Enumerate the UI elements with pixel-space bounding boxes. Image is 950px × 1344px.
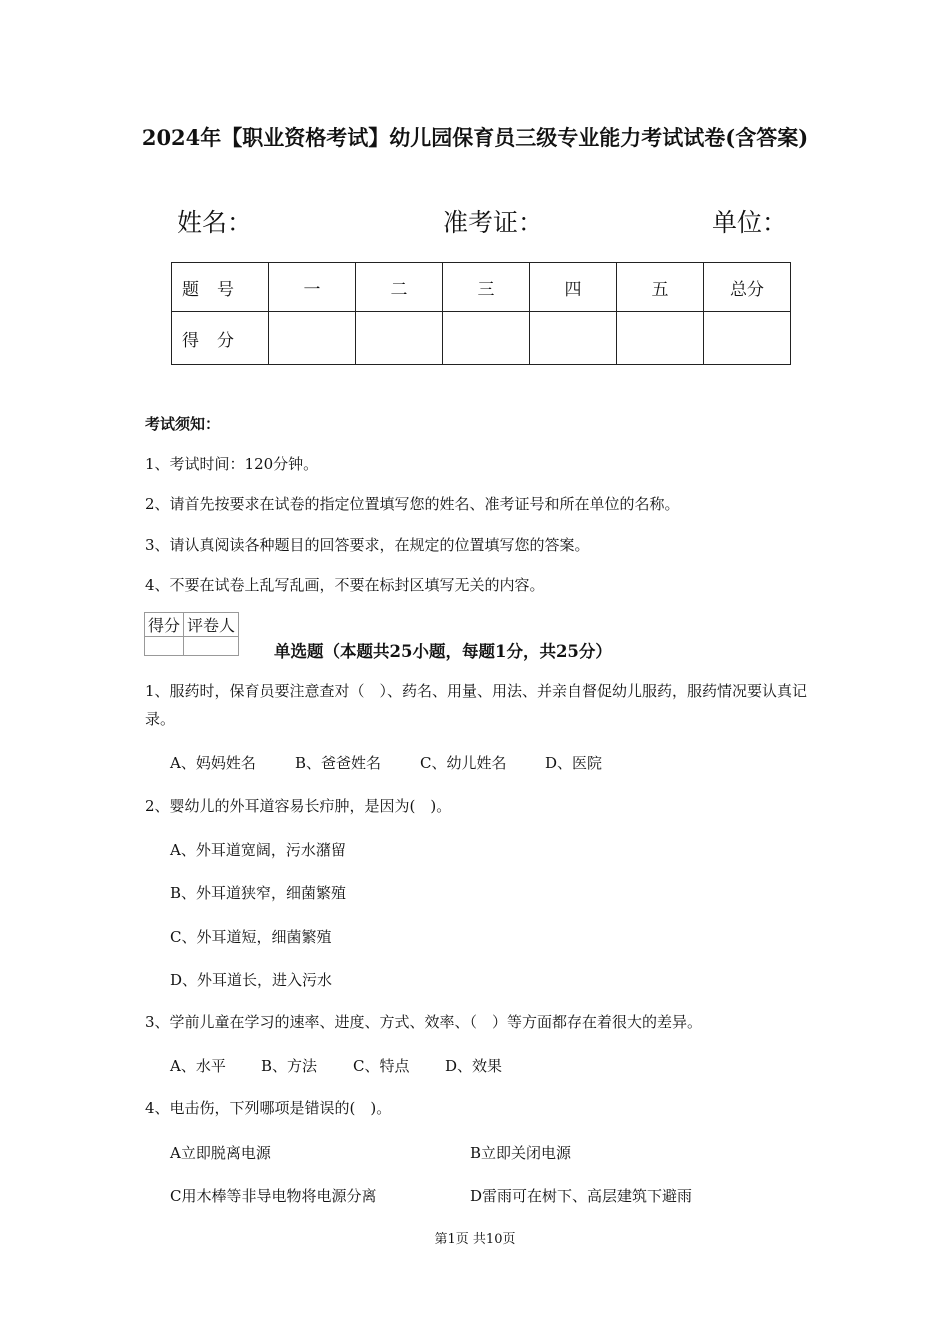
notice-item: 1、考试时间：120分钟。 [145, 455, 319, 473]
option[interactable]: B立即关闭电源 [470, 1144, 572, 1162]
option[interactable]: C、特点 [353, 1057, 410, 1075]
question-stem: 4、电击伤，下列哪项是错误的( )。 [145, 1099, 392, 1117]
unit-label: 单位： [712, 208, 788, 237]
score-input-cell[interactable] [617, 312, 704, 365]
exam-title: 2024年【职业资格考试】幼儿园保育员三级专业能力考试试卷(含答案) [141, 125, 809, 150]
notice-item: 3、请认真阅读各种题目的回答要求，在规定的位置填写您的答案。 [145, 536, 590, 554]
grader-table [144, 612, 239, 656]
page-footer: 第1页 共10页 [434, 1232, 516, 1247]
score-table-cell: 一 [269, 263, 356, 312]
score-input-cell[interactable] [704, 312, 791, 365]
score-table-score-row [172, 312, 791, 365]
option[interactable]: C、幼儿姓名 [420, 754, 507, 772]
score-table-header-row [172, 263, 791, 312]
exam-id-label: 准考证： [443, 208, 544, 237]
grader-score-label: 得分 [145, 613, 184, 637]
option[interactable]: A、妈妈姓名 [170, 754, 256, 772]
score-table [171, 262, 791, 365]
question-stem: 1、服药时，保育员要注意查对（ ）、药名、用量、用法、并亲自督促幼儿服药，服药情况要认真记录。 [145, 682, 808, 728]
score-input-cell[interactable] [530, 312, 617, 365]
grader-reviewer-label: 评卷人 [184, 613, 239, 637]
option[interactable]: C用木棒等非导电物将电源分离 [170, 1187, 377, 1205]
name-label: 姓名： [177, 208, 253, 237]
score-table-cell: 题号 [172, 263, 269, 312]
option[interactable]: B、外耳道狭窄，细菌繁殖 [170, 884, 347, 902]
option[interactable]: A、水平 [170, 1057, 226, 1075]
score-table-cell: 五 [617, 263, 704, 312]
grader-reviewer-cell[interactable] [184, 637, 239, 656]
score-table-cell: 四 [530, 263, 617, 312]
option[interactable]: B、爸爸姓名 [295, 754, 382, 772]
score-row-label: 得分 [172, 312, 269, 365]
question-stem: 2、婴幼儿的外耳道容易长疖肿，是因为( )。 [145, 797, 452, 815]
option[interactable]: D雷雨可在树下、高层建筑下避雨 [470, 1187, 693, 1205]
notice-heading: 考试须知： [145, 415, 221, 433]
option[interactable]: A、外耳道宽阔，污水潴留 [170, 841, 346, 859]
score-table-cell: 三 [443, 263, 530, 312]
option[interactable]: D、医院 [545, 754, 603, 772]
score-table-cell: 总分 [704, 263, 791, 312]
question-stem: 3、学前儿童在学习的速率、进度、方式、效率、（ ）等方面都存在着很大的差异。 [145, 1013, 703, 1031]
score-input-cell[interactable] [269, 312, 356, 365]
grader-score-cell[interactable] [145, 637, 184, 656]
option[interactable]: D、外耳道长，进入污水 [170, 971, 333, 989]
score-table-cell: 二 [356, 263, 443, 312]
option[interactable]: D、效果 [445, 1057, 503, 1075]
option[interactable]: C、外耳道短，细菌繁殖 [170, 928, 332, 946]
notice-item: 4、不要在试卷上乱写乱画，不要在标封区填写无关的内容。 [145, 576, 545, 594]
notice-item: 2、请首先按要求在试卷的指定位置填写您的姓名、准考证号和所在单位的名称。 [145, 495, 680, 513]
option[interactable]: A立即脱离电源 [170, 1144, 271, 1162]
section-title: 单选题（本题共25小题，每题1分，共25分） [274, 642, 612, 661]
score-input-cell[interactable] [356, 312, 443, 365]
option[interactable]: B、方法 [261, 1057, 318, 1075]
score-input-cell[interactable] [443, 312, 530, 365]
